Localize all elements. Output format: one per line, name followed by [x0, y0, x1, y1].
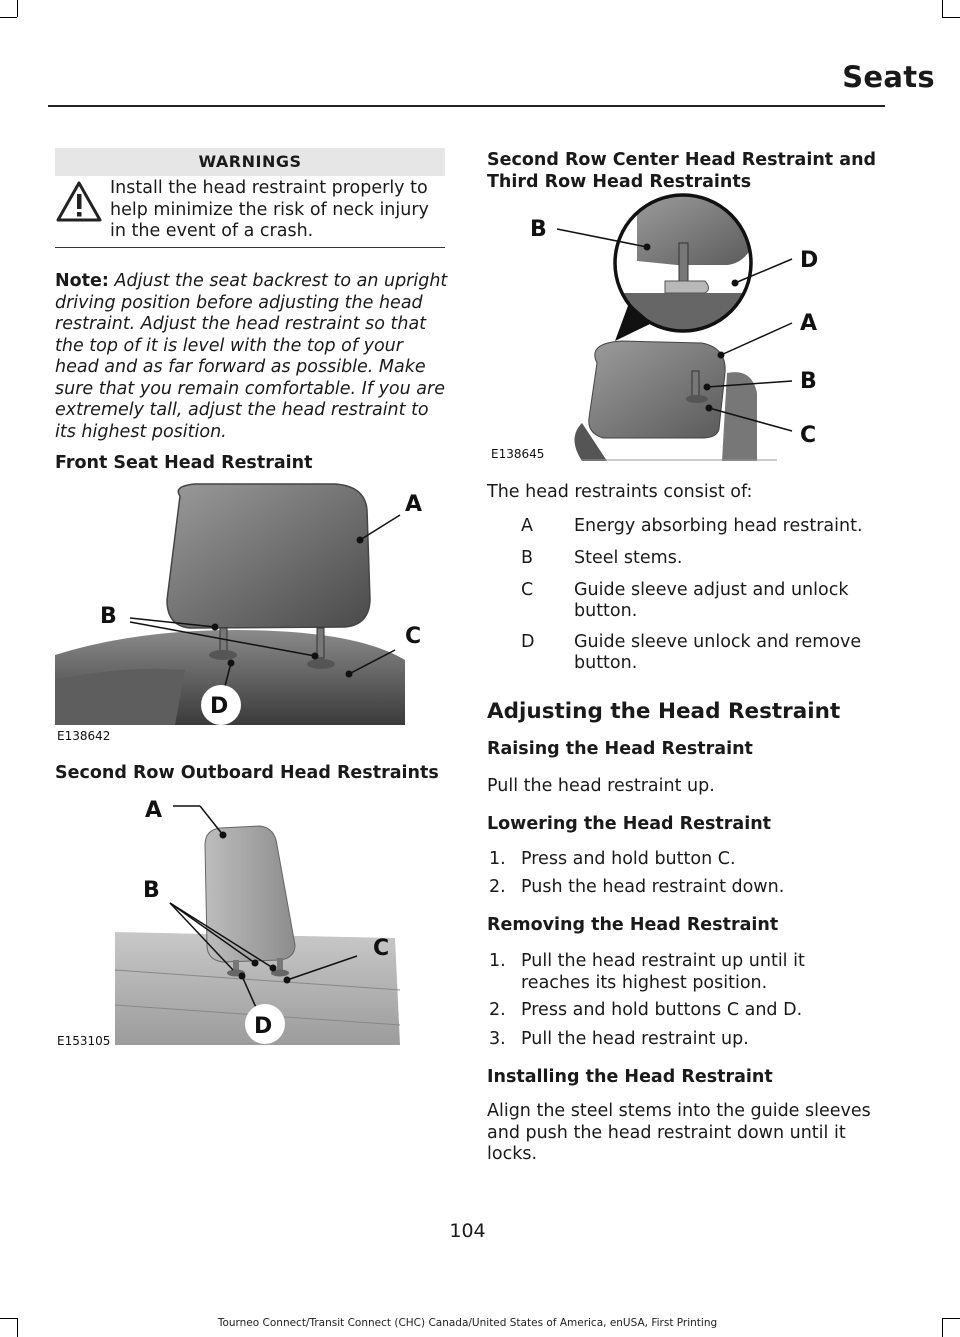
warning-triangle-icon [55, 180, 103, 224]
step-text: Press and hold buttons C and D. [521, 1000, 803, 1020]
step-text: Pull the head restraint up. [521, 1029, 749, 1049]
center-callout-d: D [800, 248, 819, 273]
page-number: 104 [449, 1220, 486, 1242]
component-text: Guide sleeve adjust and unlock button. [574, 580, 849, 621]
note-text: Adjust the seat backrest to an upright driving position before adjusting the head restraint. Adjust the head restraint so that the top of it is level with the top of your head and as far forward as possible. Make sure that you remain comfortable. If you are extremely tall, adjust the head restraint to its highest position. [55, 271, 448, 442]
step-text: Press and hold button C. [521, 849, 736, 869]
center-callout-a: A [800, 311, 818, 336]
step-text: Push the head restraint down. [521, 877, 785, 897]
figure-code: E138645 [491, 447, 545, 461]
front-callout-d: D [210, 694, 229, 719]
front-seat-heading: Front Seat Head Restraint [55, 453, 313, 473]
component-letter: B [521, 548, 534, 568]
crop-mark [942, 0, 943, 17]
warning-divider [55, 247, 445, 248]
figure-code: E138642 [57, 729, 111, 743]
component-letter: A [521, 516, 533, 536]
removing-heading: Removing the Head Restraint [487, 915, 779, 935]
second-row-center-illustration [487, 193, 837, 463]
step-number: 2. [489, 1000, 506, 1020]
second-row-center-heading [487, 150, 887, 193]
step-number: 1. [489, 849, 506, 869]
outboard-callout-d: D [254, 1014, 273, 1039]
adjusting-heading: Adjusting the Head Restraint [487, 699, 841, 724]
warning-text: Install the head restraint properly to help minimize the risk of neck injury in the event of a crash. [110, 178, 429, 241]
crop-mark [942, 1318, 960, 1319]
component-text: Energy absorbing head restraint. [574, 516, 863, 536]
component-text: Steel stems. [574, 548, 683, 568]
heading-line: Second Row Center Head Restraint and [487, 150, 877, 170]
raising-text: Pull the head restraint up. [487, 776, 715, 796]
lowering-heading: Lowering the Head Restraint [487, 814, 772, 834]
crop-mark [942, 1318, 943, 1337]
crop-mark [0, 17, 17, 18]
heading-line: Third Row Head Restraints [487, 171, 752, 192]
component-text: Guide sleeve unlock and remove button. [574, 632, 862, 673]
step-number: 3. [489, 1029, 506, 1049]
front-callout-a: A [405, 492, 423, 517]
figure-code: E153105 [57, 1034, 111, 1048]
crop-mark [942, 17, 960, 18]
installing-heading: Installing the Head Restraint [487, 1067, 773, 1087]
outboard-callout-c: C [373, 936, 390, 961]
second-row-outboard-heading: Second Row Outboard Head Restraints [55, 763, 439, 783]
step-number: 2. [489, 877, 506, 897]
front-callout-c: C [405, 624, 422, 649]
center-callout-b-top: B [530, 217, 547, 242]
note-paragraph [55, 271, 450, 443]
outboard-callout-b: B [143, 878, 160, 903]
component-letter: D [521, 632, 535, 652]
warnings-heading: WARNINGS [55, 148, 445, 176]
crop-mark [17, 0, 18, 17]
header-rule [48, 105, 885, 107]
step-number: 1. [489, 951, 506, 971]
raising-heading: Raising the Head Restraint [487, 739, 753, 759]
front-callout-b: B [100, 604, 117, 629]
footer-text: Tourneo Connect/Transit Connect (CHC) Canada/United States of America, enUSA, First Printing [217, 1317, 718, 1329]
step-text: Pull the head restraint up until it reaches its highest position. [521, 951, 805, 993]
consist-intro: The head restraints consist of: [487, 482, 753, 502]
installing-text: Align the steel stems into the guide sleeves and push the head restraint down until it locks. [487, 1101, 871, 1164]
center-callout-c: C [800, 423, 817, 448]
outboard-callout-a: A [145, 798, 163, 823]
component-letter: C [521, 580, 534, 600]
page-title: Seats [842, 60, 935, 94]
center-callout-b: B [800, 369, 817, 394]
front-seat-head-restraint-illustration [55, 480, 423, 725]
note-label: Note: [55, 271, 109, 291]
second-row-outboard-illustration [55, 790, 405, 1045]
